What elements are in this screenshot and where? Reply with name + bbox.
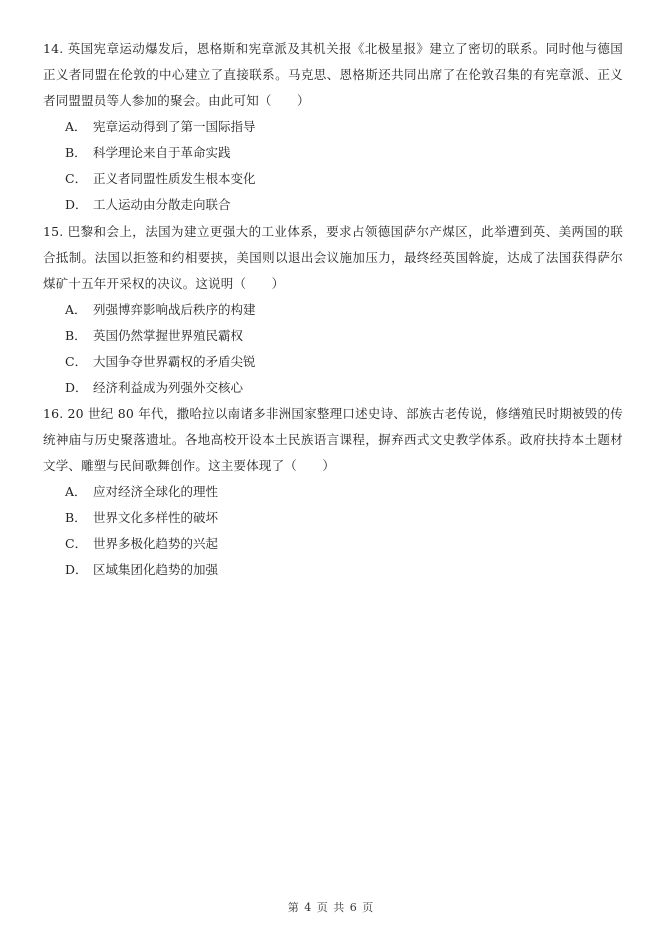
question-15 (43, 219, 623, 401)
question-number: 15. (43, 224, 64, 239)
option-text: 经济利益成为列强外交核心 (93, 380, 244, 395)
option-letter: C． (65, 171, 88, 186)
question-stem (43, 401, 623, 479)
option-text: 区域集团化趋势的加强 (93, 562, 219, 577)
option-letter: C． (65, 536, 88, 551)
option-text: 英国仍然掌握世界殖民霸权 (93, 328, 244, 343)
option-text: 世界文化多样性的破坏 (93, 510, 219, 525)
option-letter: A． (65, 119, 87, 134)
option-b[interactable] (43, 505, 623, 531)
option-d[interactable] (43, 557, 623, 583)
option-letter: D． (65, 562, 88, 577)
option-letter: A． (65, 484, 87, 499)
option-letter: A． (65, 302, 87, 317)
question-stem (43, 36, 623, 114)
option-a[interactable] (43, 114, 623, 140)
option-list (43, 479, 623, 583)
option-list (43, 114, 623, 218)
page-footer (0, 899, 662, 915)
option-letter: B． (65, 328, 87, 343)
option-c[interactable] (43, 166, 623, 192)
option-c[interactable] (43, 531, 623, 557)
option-a[interactable] (43, 297, 623, 323)
question-text: 英国宪章运动爆发后，恩格斯和宪章派及其机关报《北极星报》建立了密切的联系。同时他与德国正义者同盟在伦敦的中心建立了直接联系。马克思、恩格斯还共同出席了在伦敦召集的有宪章派、正义者同盟盟员等人参加的聚会。由此可知（ ） (43, 41, 623, 108)
option-d[interactable] (43, 192, 623, 218)
option-letter: C． (65, 354, 88, 369)
option-c[interactable] (43, 349, 623, 375)
option-letter: B． (65, 145, 87, 160)
option-letter: B． (65, 510, 87, 525)
option-d[interactable] (43, 375, 623, 401)
question-14 (43, 36, 623, 218)
option-letter: D． (65, 197, 88, 212)
option-b[interactable] (43, 323, 623, 349)
question-number: 14. (43, 41, 64, 56)
option-letter: D． (65, 380, 88, 395)
question-number: 16. (43, 406, 64, 421)
option-a[interactable] (43, 479, 623, 505)
option-text: 大国争夺世界霸权的矛盾尖锐 (93, 354, 256, 369)
option-list (43, 297, 623, 401)
option-text: 科学理论来自于革命实践 (93, 145, 231, 160)
option-text: 宪章运动得到了第一国际指导 (93, 119, 256, 134)
option-text: 正义者同盟性质发生根本变化 (93, 171, 256, 186)
option-text: 列强博弈影响战后秩序的构建 (93, 302, 256, 317)
option-text: 世界多极化趋势的兴起 (93, 536, 219, 551)
option-text: 工人运动由分散走向联合 (93, 197, 231, 212)
option-b[interactable] (43, 140, 623, 166)
question-text: 20 世纪 80 年代，撒哈拉以南诸多非洲国家整理口述史诗、部族古老传说，修缮殖民时期被毁的传统神庙与历史聚落遗址。各地高校开设本土民族语言课程，摒弃西式文史教学体系。政府扶持本土题材文学、雕塑与民间歌舞创作。这主要体现了（ ） (43, 406, 623, 473)
page-number-text: 第 4 页 共 6 页 (287, 901, 375, 914)
question-text: 巴黎和会上，法国为建立更强大的工业体系，要求占领德国萨尔产煤区，此举遭到英、美两国的联合抵制。法国以拒签和约相要挟，美国则以退出会议施加压力，最终经英国斡旋，达成了法国获得萨尔煤矿十五年开采权的决议。这说明（ ） (43, 224, 623, 291)
question-16 (43, 401, 623, 583)
option-text: 应对经济全球化的理性 (93, 484, 219, 499)
question-stem (43, 219, 623, 297)
